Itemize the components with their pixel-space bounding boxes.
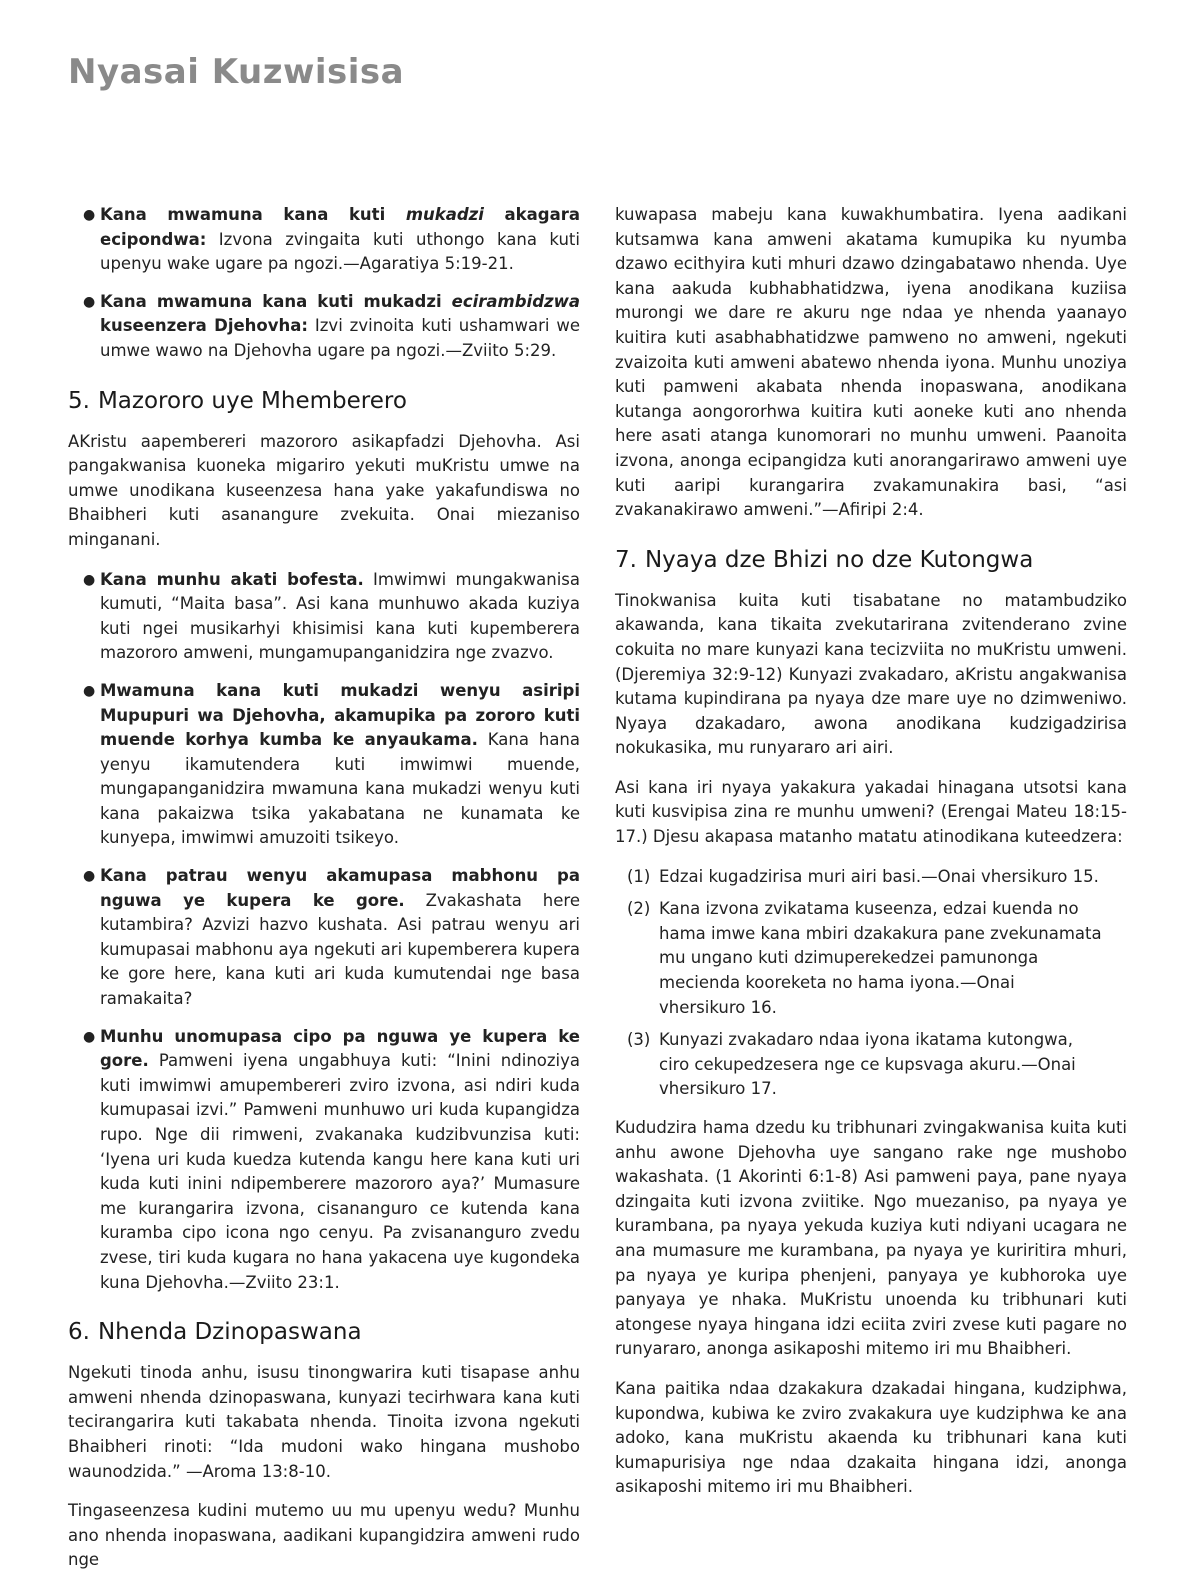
bullet-text: Pamweni iyena ungabhuya kuti: “Inini ndinoziya kuti imwimwi amupembereri zviro izvona, asi ndiri kuda kumupasai izvi.” Pamweni munhuwo uri kuda kupangidza rupo. Nge dii rimweni, zvakanaka kudzibvunzisa kuti: ‘Iyena uri kuda kuedza kutenda kangu here kana kuti uri kuda kuti inini ndipemberere mazororo aya?’ Mumasure me kurangarira izvona, cisananguro ce kutenda kana kuramba cipo icona ngo cenyu. Pa zvisananguro zvedu zvese, tiri kuda kugara no hana yakacena uye kugondeka kuna Djehovha.—Zviito 23:1. xyxy=(100,1051,580,1292)
section-heading-7: 7. Nyaya dze Bhizi no dze Kutongwa xyxy=(615,546,1034,573)
bullet-text: Izvona zvingaita kuti uthongo kana kuti upenyu wake ugare pa ngozi.—Agaratiya 5:19-21. xyxy=(100,229,580,274)
step-number: (2) xyxy=(627,899,651,919)
bullet-dot: ● xyxy=(83,207,96,223)
section-heading-5: 5. Mazororo uye Mhemberero xyxy=(68,387,407,414)
bullet-text: Imwimwi mungakwanisa kumuti, “Maita basa”. Asi kana munhuwo akada kuziya kuti ngei musikarhyi khisimisi kana kuti kupemberera mazororo amweni, mungamupanganidzira nge zvazvo. xyxy=(100,569,580,663)
bullet-lead: Kana mwamuna kana kuti mukadzi ecirambidzwa kuseenzera Djehovha: xyxy=(100,291,580,336)
bullet-dot: ● xyxy=(83,682,96,699)
paragraph: Asi kana iri nyaya yakakura yakadai hinagana utsotsi kana kuti kusvipisa zina re munhu umweni? (Erengai Mateu 18:15-17.) Djesu akapasa matanho matatu atinodikana kuteedzera: xyxy=(615,777,1127,847)
bullet-lead: Kana mwamuna kana kuti mukadzi akagara ecipondwa: xyxy=(100,205,581,249)
intro-bullet-list xyxy=(68,203,580,364)
bullet-lead: Kana munhu akati bofesta. xyxy=(100,569,364,589)
paragraph: Ngekuti tinoda anhu, isusu tinongwarira kuti tisapase anhu amweni nhenda dzinopaswana, kunyazi tecirhwara kana kuti tecirangarira kuti takabata nhenda. Tinoita izvona ngekuti Bhaibheri rinoti: “Ida mudoni wako hingana mushobo waunodzida.” —Aroma 13:8-10. xyxy=(68,1363,580,1481)
paragraph: Tinokwanisa kuita kuti tisabatane no matambudziko akawanda, kana tikaita zvekutarirana zvitenderano zvine cokuita no mare kunyazi kana tecizviita no muKristu umweni. (Djeremiya 32:9-12) Kunyazi zvakadaro, aKristu angakwanisa kutama kupindirana pa nyaya dze mare uye no dzimweniwo. Nyaya dzakadaro, awona anodikana kudzigadzirisa nokukasika, mu runyararo ari airi. xyxy=(615,590,1127,758)
paragraph: kuwapasa mabeju kana kuwakhumbatira. Iyena aadikani kutsamwa kana amweni akatama kumupika ku nyumba dzawo ecithyira kuti mhuri dzawo dzingabatawo nhenda. Uye kana aakuda kubhabhatidzwa, iyena anodikana kuziisa murongi we dare re akuru nge ndaa ye nhenda yaanayo kuitira kuti asabhabhatidzwe pamweno no amweni, ngekuti zvaizoita kuti amweni abatewo nhenda iyona. Munhu unoziya kuti pamweni akabata nhenda inopaswana, anodikana kutanga aongororhwa kuitira kuti aoneke kuti ano nhenda here asati atanga kunomorari no munhu umweni. Paanoita izvona, anonga ecipangidza kuti anorangarirawo amweni uye kuti aaripi kurangarira zvakamunakira basi, “asi zvakanakirawo amweni.”—Afiripi 2:4. xyxy=(615,205,1127,520)
paragraph: Kana paitika ndaa dzakakura dzakadai hingana, kudziphwa, kupondwa, kubiwa ke zviro zvakakura uye kudziphwa ke ana adoko, kana muKristu akaenda ku tribhunari kana kuti kumapurisiya nge ndaa dzakaita hingana idzi, anonga asikaposhi mitemo iri mu Bhaibheri. xyxy=(615,1378,1127,1497)
bullet-text: Izvi zvinoita kuti ushamwari we umwe wawo na Djehovha ugare pa ngozi.—Zviito 5:29. xyxy=(100,316,580,360)
list-item xyxy=(68,568,580,666)
right-column xyxy=(615,203,1127,1515)
step-text: Kana izvona zvikatama kuseenza, edzai kuenda no hama imwe kana mbiri dzakakura pane zvekunamata mu ungano kuti dzimuperekedzei pamunonga mecienda kooreketa no hama iyona.—Onai vhersikuro 16. xyxy=(659,899,1102,1017)
list-item xyxy=(615,1028,1127,1102)
section-heading-6: 6. Nhenda Dzinopaswana xyxy=(68,1319,362,1346)
step-number: (3) xyxy=(627,1030,651,1050)
bullet-text: Kana hana yenyu ikamutendera kuti imwimwi muende, mungapanganidzira mwamuna kana mukadzi wenyu kuti kana pakaizwa tsika yakabatana ne kunamata ke kunyepa, imwimwi amuzoiti tsikeyo. xyxy=(100,730,580,848)
steps-list xyxy=(615,865,1127,1102)
list-item xyxy=(68,864,580,1012)
paragraph: Kududzira hama dzedu ku tribhunari zvingakwanisa kuita kuti anhu awone Djehovha uye sangano rake nge mushobo wakashata. (1 Akorinti 6:1-8) Asi pamweni paya, pane nyaya dzingaita kuti izvona zviitike. Ngo muezaniso, pa nyaya ye kurambana, pa nyaya yekuda kuziya kuti ndiyani ucagara ne ana mumasure me kurambana, pa nyaya ye kuriritira mhuri, pa nyaya ye kuripa phenjeni, panyaya ye kubhoroka uye panyaya ye nhaka. MuKristu unoenda ku tribhunari kuti atongese nyaya hingana idzi eciita zviri zvese kuti pagare no runyararo, anonga asikaposhi mitemo iri mu Bhaibheri. xyxy=(615,1118,1127,1359)
bullet-lead: Kana patrau wenyu akamupasa mabhonu pa nguwa ye kupera ke gore. xyxy=(100,866,580,910)
bullet-dot: ● xyxy=(83,571,96,588)
bullet-text: Zvakashata here kutambira? Azvizi hazvo kushata. Asi patrau wenyu ari kumupasai mabhonu aya ngekuti ari kupemberera kupera ke gore here, kana kuti ari kuda kumutendai nge basa ramakaita? xyxy=(100,890,580,1009)
step-text: Edzai kugadzirisa muri airi basi.—Onai vhersikuro 15. xyxy=(659,866,1099,886)
bullet-dot: ● xyxy=(83,868,96,885)
bullet-lead: Munhu unomupasa cipo pa nguwa ye kupera ke gore. xyxy=(100,1026,580,1071)
bullet-dot: ● xyxy=(83,1028,96,1045)
left-column xyxy=(68,203,580,1588)
paragraph: AKristu aapembereri mazororo asikapfadzi Djehovha. Asi pangakwanisa kuoneka migariro yekuti muKristu umwe na umwe unodikana kuseenzesa hana yake yakafundiswa no Bhaibheri kuti asanangure zvekuita. Onai miezaniso minganani. xyxy=(68,431,580,549)
page-header: Nyasai Kuzwisisa xyxy=(68,52,405,92)
step-number: (1) xyxy=(627,866,651,886)
section5-bullet-list xyxy=(68,568,580,1296)
list-item xyxy=(68,679,580,851)
bullet-lead: Mwamuna kana kuti mukadzi wenyu asiripi Mupupuri wa Djehovha, akamupika pa zororo kuti muende korhya kumba ke anyaukama. xyxy=(100,680,580,750)
list-item xyxy=(615,897,1127,1020)
list-item xyxy=(68,1025,580,1296)
list-item xyxy=(68,203,580,277)
bullet-dot: ● xyxy=(83,293,96,310)
list-item xyxy=(68,290,580,364)
list-item xyxy=(615,865,1127,890)
step-text: Kunyazi zvakadaro ndaa iyona ikatama kutongwa, ciro cekupedzesera nge ce kupsvaga akuru.—Onai vhersikuro 17. xyxy=(659,1030,1076,1099)
paragraph: Tingaseenzesa kudini mutemo uu mu upenyu wedu? Munhu ano nhenda inopaswana, aadikani kupangidzira amweni rudo nge xyxy=(68,1501,580,1570)
